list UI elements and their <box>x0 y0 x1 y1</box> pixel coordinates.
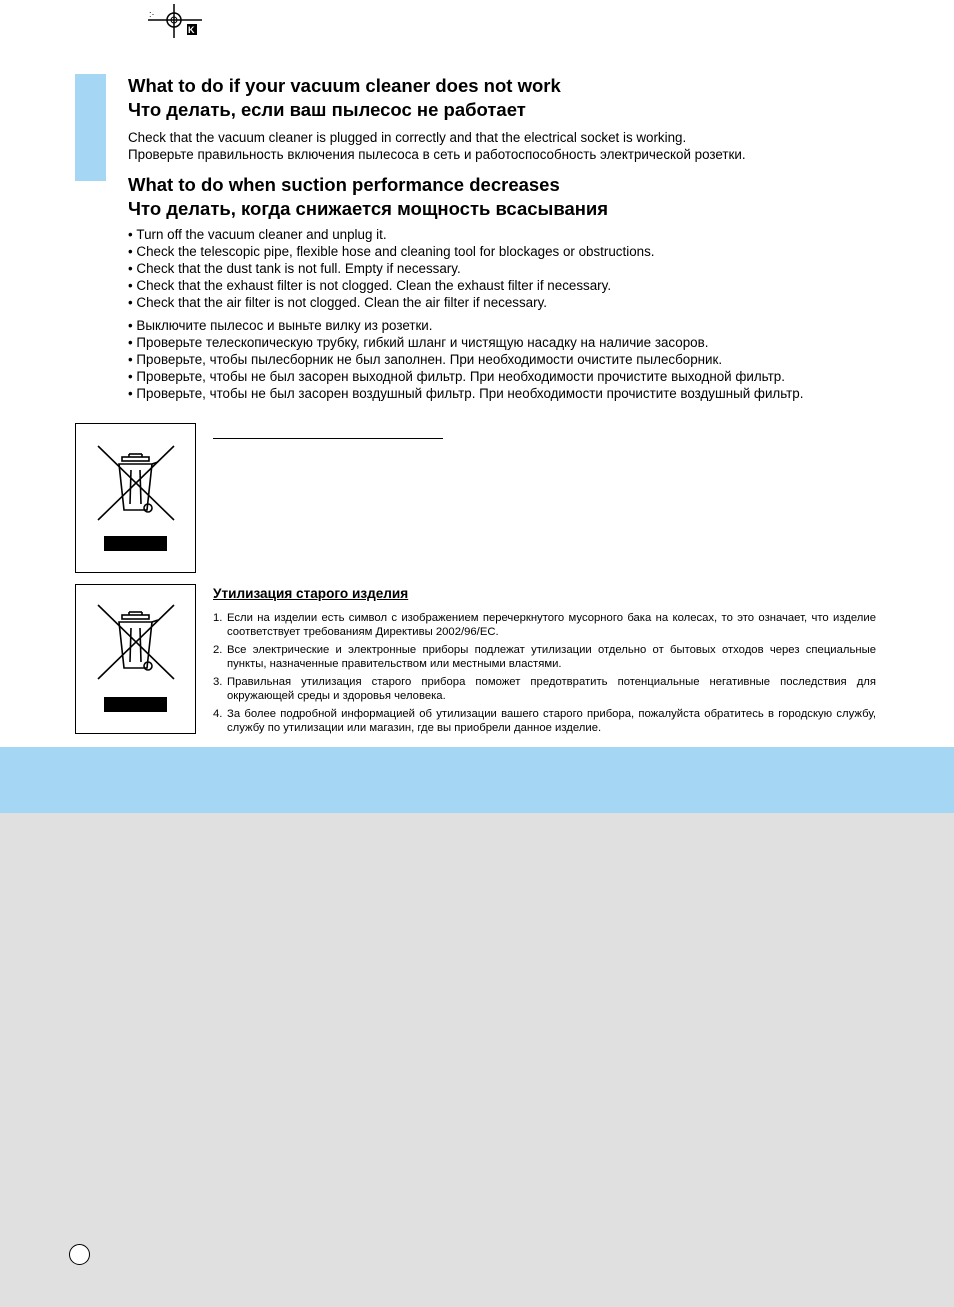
list-item: • Проверьте, чтобы не был засорен выходной фильтр. При необходимости прочистите выходной фильтр. <box>128 368 928 385</box>
list-item: • Check that the dust tank is not full. Empty if necessary. <box>128 260 928 277</box>
list-item: 1. Если на изделии есть символ с изображением перечеркнутого мусорного бака на колесах, то это означает, что изделие соответствует требованиям Директивы 2002/96/ЕС. <box>213 612 876 638</box>
gray-area <box>0 813 954 1307</box>
section-suction <box>128 173 928 402</box>
title-suction-en: What to do when suction performance decreases <box>128 174 560 195</box>
list-item: • Проверьте телескопическую трубку, гибкий шланг и чистящую насадку на наличие засоров. <box>128 334 928 351</box>
list-item: 3. Правильная утилизация старого прибора поможет предотвратить потенциальные негативные последствия для окружающей среды и здоровья человека. <box>213 676 876 702</box>
list-item: • Check that the exhaust filter is not clogged. Clean the exhaust filter if necessary. <box>128 277 928 294</box>
section-not-working <box>128 74 928 163</box>
svg-text::·: :· <box>149 9 155 19</box>
page-number-circle <box>69 1244 90 1265</box>
registration-mark-icon <box>146 4 204 40</box>
disposal-list <box>213 611 876 739</box>
list-item: 4. За более подробной информацией об утилизации вашего старого прибора, пожалуйста обратитесь в городскую службу, службу по утилизации или магазин, где вы приобрели данное изделие. <box>213 708 876 734</box>
svg-text:K: K <box>188 25 195 35</box>
section-accent-bar <box>75 74 106 181</box>
list-item: • Выключите пылесос и выньте вилку из розетки. <box>128 317 928 334</box>
title-not-working-ru: Что делать, если ваш пылесос не работает <box>128 99 526 120</box>
suction-list-en <box>128 226 928 311</box>
list-item: • Проверьте, чтобы пылесборник не был заполнен. При необходимости очистите пылесборник. <box>128 351 928 368</box>
text-not-working-ru: Проверьте правильность включения пылесоса в сеть и работоспособность электрической розетки. <box>128 147 746 162</box>
list-item: 2. Все электрические и электронные приборы подлежат утилизации отдельно от бытовых отходов через специальные пункты, назначенные правительством или местными властями. <box>213 644 876 670</box>
weee-icon-box-2 <box>75 584 196 734</box>
suction-list-ru <box>128 317 928 402</box>
title-suction-ru: Что делать, когда снижается мощность всасывания <box>128 198 609 219</box>
blank-title-underline <box>213 438 443 439</box>
list-item: • Check the telescopic pipe, flexible hose and cleaning tool for blockages or obstructions. <box>128 243 928 260</box>
list-item: • Turn off the vacuum cleaner and unplug it. <box>128 226 928 243</box>
crossed-out-wheelie-bin-icon <box>76 424 195 572</box>
title-not-working-en: What to do if your vacuum cleaner does not work <box>128 75 561 96</box>
list-item: • Check that the air filter is not clogged. Clean the air filter if necessary. <box>128 294 928 311</box>
disposal-title: Утилизация старого изделия <box>213 586 409 601</box>
weee-icon-box-1 <box>75 423 196 573</box>
text-not-working-en: Check that the vacuum cleaner is plugged in correctly and that the electrical socket is working. <box>128 130 687 145</box>
list-item: • Проверьте, чтобы не был засорен воздушный фильтр. При необходимости прочистите воздушный фильтр. <box>128 385 928 402</box>
blue-band <box>0 747 954 813</box>
crossed-out-wheelie-bin-icon <box>76 585 195 733</box>
